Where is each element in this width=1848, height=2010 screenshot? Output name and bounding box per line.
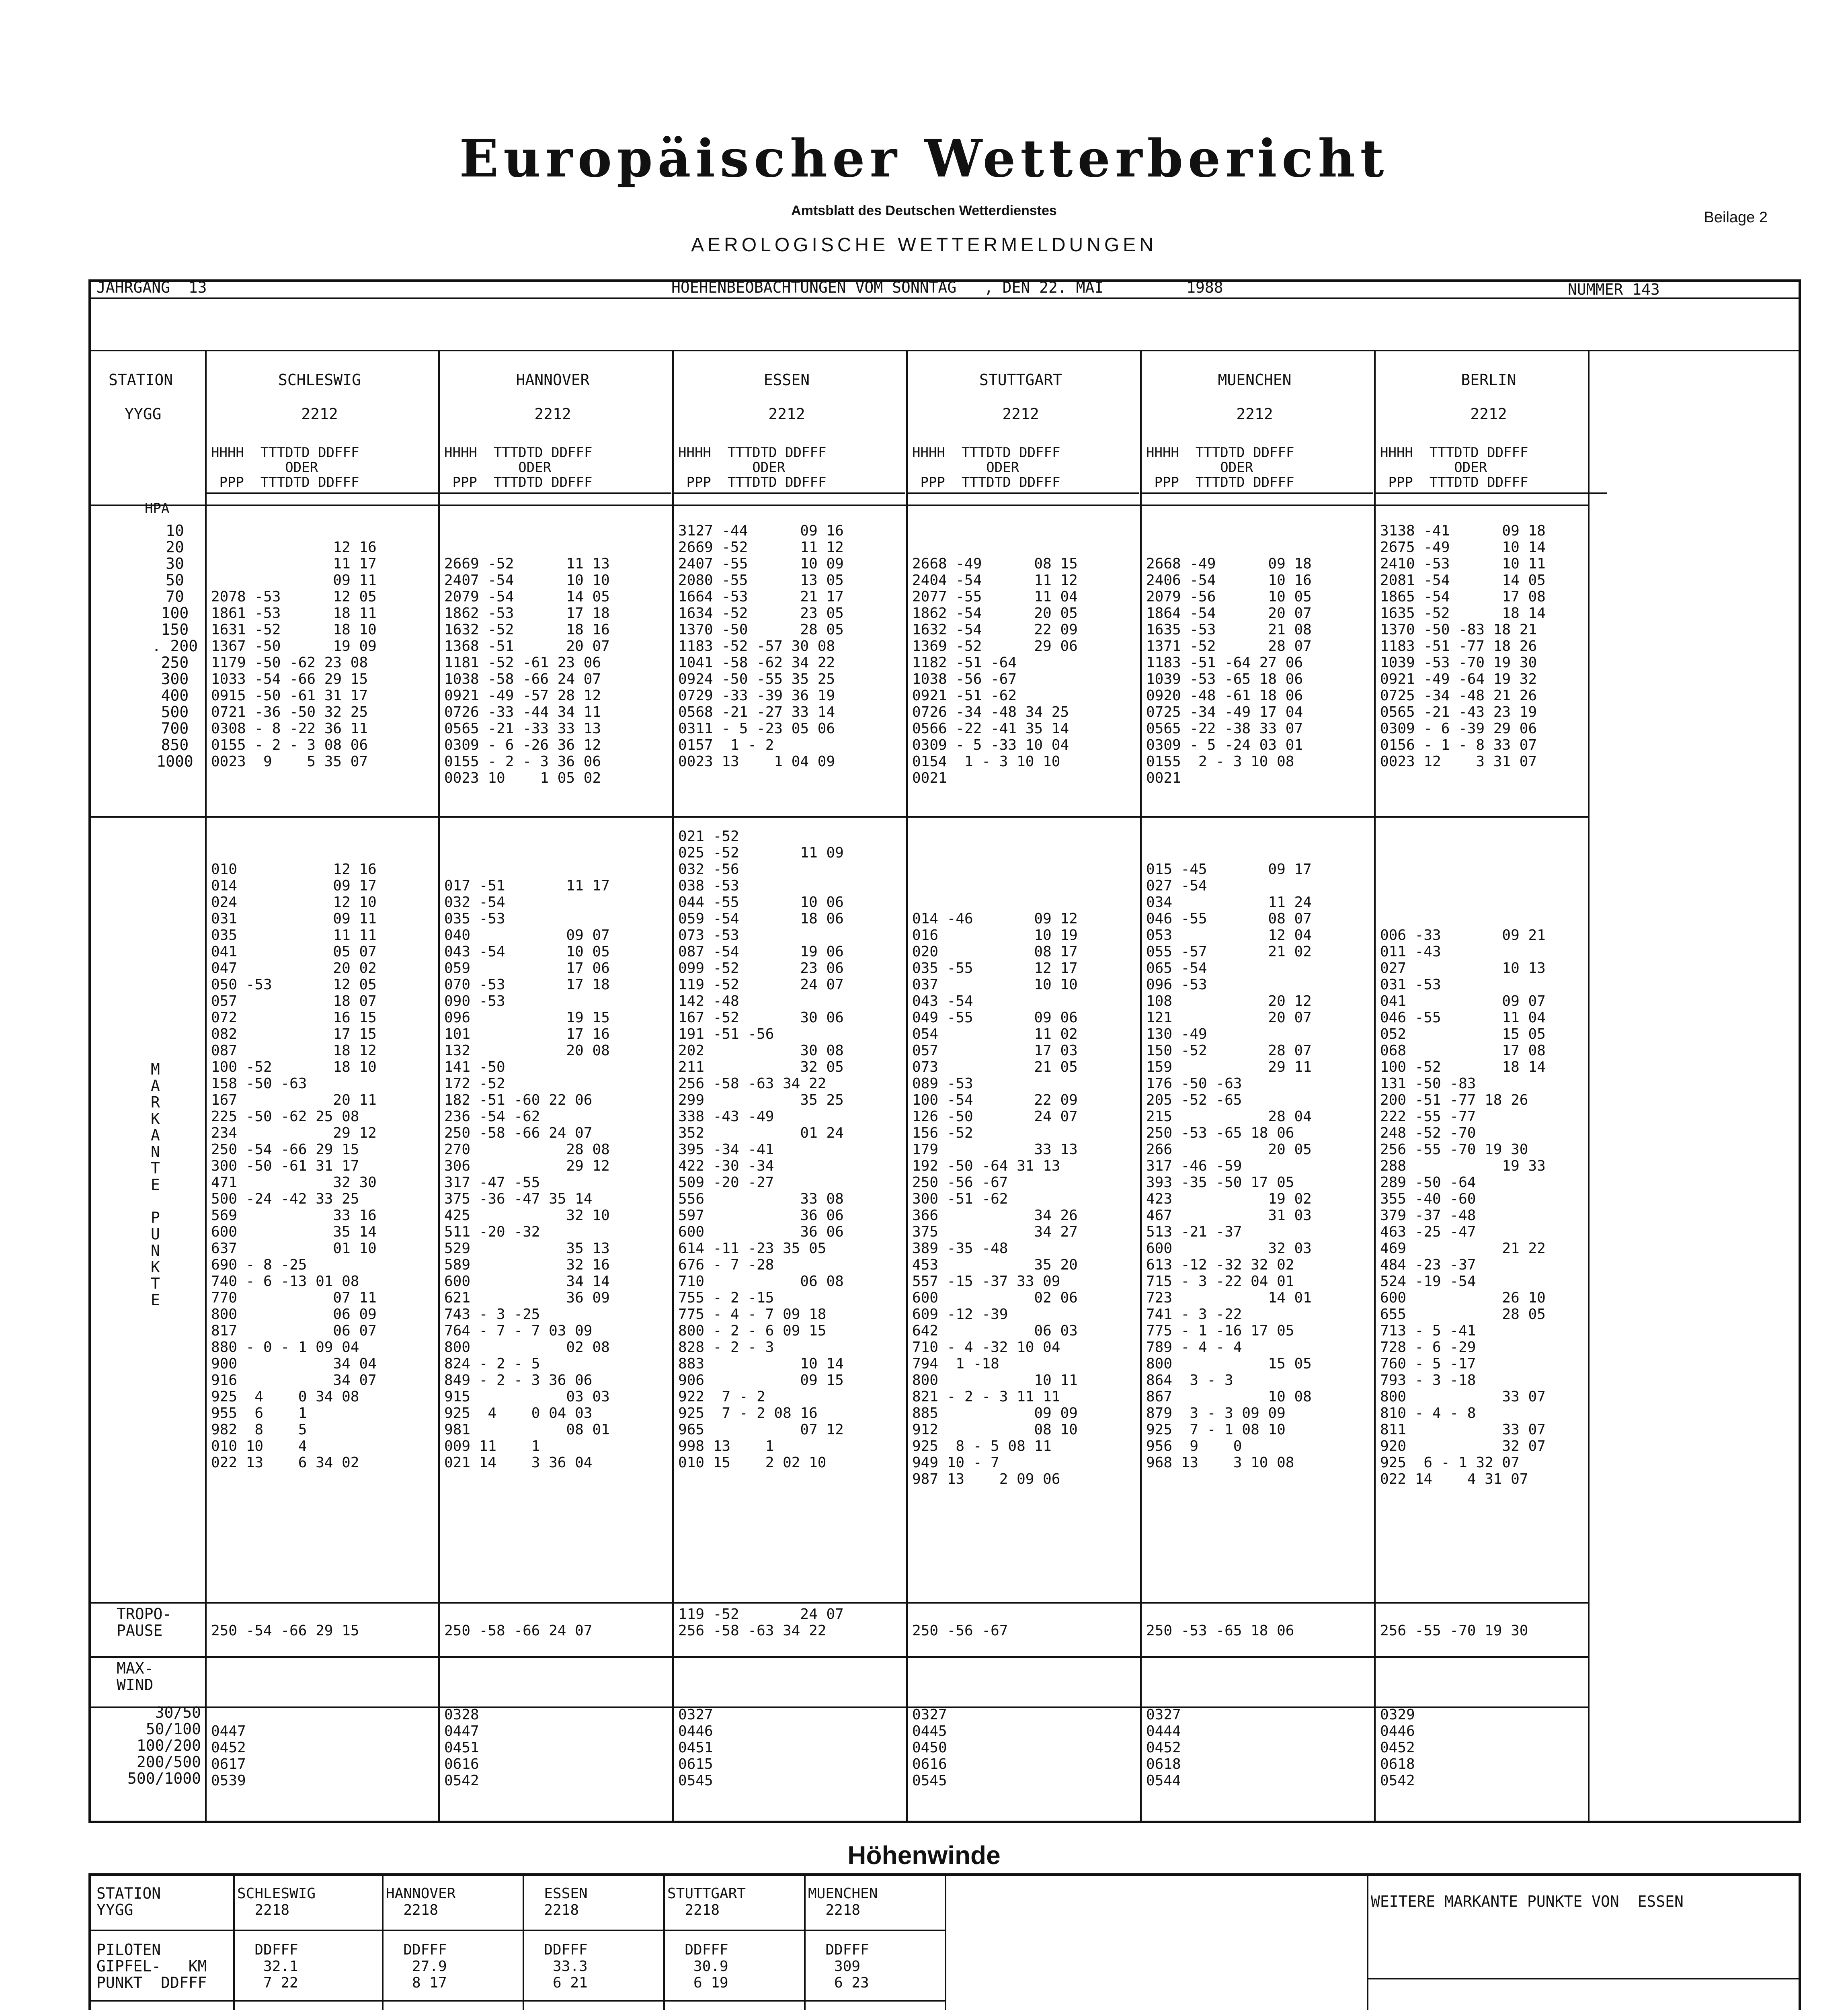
column-header: ODER <box>678 459 786 476</box>
column-header: PPP TTTDTD DDFFF <box>912 474 1060 490</box>
column-header: ODER <box>1380 459 1487 476</box>
hw-station-name: STUTTGART 2218 <box>667 1885 746 1918</box>
maxwind-label: MAX- WIND <box>117 1659 154 1694</box>
column-header: HHHH TTTDTD DDFFF <box>444 445 593 461</box>
tropopause-data: 250 -56 -67 <box>912 1622 1008 1639</box>
station-yygg: 2212 <box>534 405 571 423</box>
station-yygg: 2212 <box>301 405 338 423</box>
observation-date: HOEHENBEOBACHTUNGEN VOM SONNTAG , DEN 22. MAI 1988 <box>671 279 1223 296</box>
column-header: PPP TTTDTD DDFFF <box>211 474 359 490</box>
beilage-label: Beilage 2 <box>1704 209 1768 226</box>
tropopause-label: TROPO- PAUSE <box>117 1605 172 1639</box>
hw-gipfel: DDFFF 27.9 8 17 <box>403 1942 447 1991</box>
tropopause-data: 256 -55 -70 19 30 <box>1380 1622 1528 1639</box>
significant-point-data: 021 -52 025 -52 11 09 032 -56 038 -53 044 -55 10 06 059 -54 18 06 073 -53 087 -54 19 06 099 -52 23 06 119 -52 24 07 142 -48 167 -52 30 06 191 -51 -56 202 30 08 211 32 05 256 -58 -63 34 22 299 35 25 338 -43 -49 352 01 24 395 -34 -41 422 -30 -34 509 -20 -27 556 33 08 597 36 06 600 36 06 614 -11 -23 35 05 676 - 7 -28 710 06 08 755 - 2 -15 775 - 4 - 7 09 18 800 - 2 - 6 09 15 828 - 2 - 3 883 10 14 906 09 15 922 7 - 2 925 7 - 2 08 16 965 07 12 998 13 1 010 15 2 02 10 <box>678 828 844 1471</box>
page-title: Europäischer Wetterbericht <box>459 129 1389 189</box>
hw-weitere-label: WEITERE MARKANTE PUNKTE VON ESSEN <box>1371 1893 1684 1910</box>
column-header: ODER <box>211 459 318 476</box>
column-header: ODER <box>1146 459 1253 476</box>
column-header: HHHH TTTDTD DDFFF <box>678 445 827 461</box>
hw-gipfel: DDFFF 309 6 23 <box>825 1942 869 1991</box>
standard-level-data: 3138 -41 09 18 2675 -49 10 14 2410 -53 10 11 2081 -54 14 05 1865 -54 17 08 1635 -52 18 14 1370 -50 -83 18 21 1183 -51 -77 18 26 1039 -53 -70 19 30 0921 -49 -64 19 32 0725 -34 -48 21 26 0565 -21 -43 23 19 0309 - 6 -39 29 06 0156 - 1 - 8 33 07 0023 12 3 31 07 <box>1380 523 1546 770</box>
jahrgang: JAHRGANG 13 <box>96 279 207 296</box>
column-header: ODER <box>912 459 1019 476</box>
issue-number: NUMMER 143 <box>1568 281 1660 298</box>
hw-station-name: HANNOVER 2218 <box>386 1885 456 1918</box>
maxwind-data: 0447 0452 0617 0539 <box>211 1723 246 1789</box>
standard-level-data: 2669 -52 11 13 2407 -54 10 10 2079 -54 14 05 1862 -53 17 18 1632 -52 18 16 1368 -51 20 07 1181 -52 -61 23 06 1038 -58 -66 24 07 0921 -49 -57 28 12 0726 -33 -44 34 11 0565 -21 -33 33 13 0309 - 6 -26 36 12 0155 - 2 - 3 36 06 0023 10 1 05 02 <box>444 556 610 786</box>
column-header: HHHH TTTDTD DDFFF <box>1380 445 1528 461</box>
column-header: HHHH TTTDTD DDFFF <box>1146 445 1294 461</box>
hw-gipfel: DDFFF 30.9 6 19 <box>685 1942 728 1991</box>
significant-point-data: 015 -45 09 17 027 -54 034 11 24 046 -55 08 07 053 12 04 055 -57 21 02 065 -54 096 -53 108 20 12 121 20 07 130 -49 150 -52 28 07 159 29 11 176 -50 -63 205 -52 -65 215 28 04 250 -53 -65 18 06 266 20 05 317 -46 -59 393 -35 -50 17 05 423 19 02 467 31 03 513 -21 -37 600 32 03 613 -12 -32 32 02 715 - 3 -22 04 01 723 14 01 741 - 3 -22 775 - 1 -16 17 05 789 - 4 - 4 800 15 05 864 3 - 3 867 10 08 879 3 - 3 09 09 925 7 - 1 08 10 956 9 0 968 13 3 10 08 <box>1146 861 1312 1471</box>
maxwind-data: 0327 0445 0450 0616 0545 <box>912 1706 947 1789</box>
column-header: HHHH TTTDTD DDFFF <box>912 445 1060 461</box>
hw-gipfel: DDFFF 32.1 7 22 <box>254 1942 298 1991</box>
station-name: SCHLESWIG <box>278 371 361 389</box>
maxwind-data: 0328 0447 0451 0616 0542 <box>444 1706 479 1789</box>
column-header: HHHH TTTDTD DDFFF <box>211 445 359 461</box>
hw-gipfel: DDFFF 33.3 6 21 <box>544 1942 588 1991</box>
column-header: PPP TTTDTD DDFFF <box>678 474 827 490</box>
maxwind-data: 0327 0446 0451 0615 0545 <box>678 1706 713 1789</box>
page-subtitle: Amtsblatt des Deutschen Wetterdienstes <box>791 203 1057 218</box>
standard-level-data: 3127 -44 09 16 2669 -52 11 12 2407 -55 10 09 2080 -55 13 05 1664 -53 21 17 1634 -52 23 05 1370 -50 28 05 1183 -52 -57 30 08 1041 -58 -62 34 22 0924 -50 -55 35 25 0729 -33 -39 36 19 0568 -21 -27 33 14 0311 - 5 -23 05 06 0157 1 - 2 0023 13 1 04 09 <box>678 523 844 770</box>
station-name: ESSEN <box>763 371 810 389</box>
hw-station-name: SCHLESWIG 2218 <box>237 1885 316 1918</box>
station-yygg: 2212 <box>1002 405 1039 423</box>
hpa-label: HPA <box>145 500 170 517</box>
maxwind-data: 0327 0444 0452 0618 0544 <box>1146 1706 1181 1789</box>
column-header: PPP TTTDTD DDFFF <box>444 474 593 490</box>
station-name: BERLIN <box>1461 371 1516 389</box>
maxwind-levels: 30/50 50/100 100/200 200/500 500/1000 <box>127 1704 201 1787</box>
station-name: MUENCHEN <box>1218 371 1292 389</box>
column-header: ODER <box>444 459 552 476</box>
station-yygg: 2212 <box>1236 405 1273 423</box>
column-header: PPP TTTDTD DDFFF <box>1146 474 1294 490</box>
tropopause-data: 119 -52 24 07 256 -58 -63 34 22 <box>678 1606 844 1639</box>
standard-level-data: 2668 -49 08 15 2404 -54 11 12 2077 -55 11 04 1862 -54 20 05 1632 -54 22 09 1369 -52 29 06 1182 -51 -64 1038 -56 -67 0921 -51 -62 0726 -34 -48 34 25 0566 -22 -41 35 14 0309 - 5 -33 10 04 0154 1 - 3 10 10 0021 <box>912 556 1078 786</box>
station-name: STUTTGART <box>979 371 1062 389</box>
standard-level-data: 12 16 11 17 09 11 2078 -53 12 05 1861 -53 18 11 1631 -52 18 10 1367 -50 19 09 1179 -50 -62 23 08 1033 -54 -66 29 15 0915 -50 -61 31 17 0721 -36 -50 32 25 0308 - 8 -22 36 11 0155 - 2 - 3 08 06 0023 9 5 35 07 <box>211 539 377 770</box>
station-yygg: 2212 <box>1470 405 1507 423</box>
significant-point-data: 017 -51 11 17 032 -54 035 -53 040 09 07 043 -54 10 05 059 17 06 070 -53 17 18 090 -53 096 19 15 101 17 16 132 20 08 141 -50 172 -52 182 -51 -60 22 06 236 -54 -62 250 -58 -66 24 07 270 28 08 306 29 12 317 -47 -55 375 -36 -47 35 14 425 32 10 511 -20 -32 529 35 13 589 32 16 600 34 14 621 36 09 743 - 3 -25 764 - 7 - 7 03 09 800 02 08 824 - 2 - 5 849 - 2 - 3 36 06 915 03 03 925 4 0 04 03 981 08 01 009 11 1 021 14 3 36 04 <box>444 878 610 1471</box>
standard-level-data: 2668 -49 09 18 2406 -54 10 16 2079 -56 10 05 1864 -54 20 07 1635 -53 21 08 1371 -52 28 07 1183 -51 -64 27 06 1039 -53 -65 18 06 0920 -48 -61 18 06 0725 -34 -49 17 04 0565 -22 -38 33 07 0309 - 5 -24 03 01 0155 2 - 3 10 08 0021 <box>1146 556 1312 786</box>
tropopause-data: 250 -58 -66 24 07 <box>444 1622 593 1639</box>
hoehenwinde-title: Höhenwinde <box>847 1841 1001 1870</box>
maxwind-data: 0329 0446 0452 0618 0542 <box>1380 1706 1415 1789</box>
significant-point-data: 006 -33 09 21 011 -43 027 10 13 031 -53 041 09 07 046 -55 11 04 052 15 05 068 17 08 100 -52 18 14 131 -50 -83 200 -51 -77 18 26 222 -55 -77 248 -52 -70 256 -55 -70 19 30 288 19 33 289 -50 -64 355 -40 -60 379 -37 -48 463 -25 -47 469 21 22 484 -23 -37 524 -19 -54 600 26 10 655 28 05 713 - 5 -41 728 - 6 -29 760 - 5 -17 793 - 3 -18 800 33 07 810 - 4 - 8 811 33 07 920 32 07 925 6 - 1 32 07 022 14 4 31 07 <box>1380 927 1546 1487</box>
markante-punkte-label: M A R K A N T E P U N K T E <box>151 1060 160 1309</box>
tropopause-data: 250 -54 -66 29 15 <box>211 1622 359 1639</box>
hw-piloten-label: PILOTEN GIPFEL- KM PUNKT DDFFF <box>96 1941 207 1992</box>
tropopause-data: 250 -53 -65 18 06 <box>1146 1622 1294 1639</box>
station-yygg: 2212 <box>768 405 805 423</box>
column-header: PPP TTTDTD DDFFF <box>1380 474 1528 490</box>
hpa-levels: 10 20 30 50 70 100 150 . 200 250 300 400 500 700 850 1000 <box>152 522 198 770</box>
hw-station-name: ESSEN 2218 <box>544 1885 588 1918</box>
section-title: AEROLOGISCHE WETTERMELDUNGEN <box>691 234 1157 256</box>
hw-station-label: STATION YYGG <box>96 1885 161 1919</box>
station-name: HANNOVER <box>516 371 590 389</box>
significant-point-data: 010 12 16 014 09 17 024 12 10 031 09 11 035 11 11 041 05 07 047 20 02 050 -53 12 05 057 18 07 072 16 15 082 17 15 087 18 12 100 -52 18 10 158 -50 -63 167 20 11 225 -50 -62 25 08 234 29 12 250 -54 -66 29 15 300 -50 -61 31 17 471 32 30 500 -24 -42 33 25 569 33 16 600 35 14 637 01 10 690 - 8 -25 740 - 6 -13 01 08 770 07 11 800 06 09 817 06 07 880 - 0 - 1 09 04 900 34 04 916 34 07 925 4 0 34 08 955 6 1 982 8 5 010 10 4 022 13 6 34 02 <box>211 861 377 1471</box>
hw-station-name: MUENCHEN 2218 <box>808 1885 878 1918</box>
yygg-label: YYGG <box>125 405 162 423</box>
station-label: STATION <box>109 371 173 389</box>
significant-point-data: 014 -46 09 12 016 10 19 020 08 17 035 -55 12 17 037 10 10 043 -54 049 -55 09 06 054 11 02 057 17 03 073 21 05 089 -53 100 -54 22 09 126 -50 24 07 156 -52 179 33 13 192 -50 -64 31 13 250 -56 -67 300 -51 -62 366 34 26 375 34 27 389 -35 -48 453 35 20 557 -15 -37 33 09 600 02 06 609 -12 -39 642 06 03 710 - 4 -32 10 04 794 1 -18 800 10 11 821 - 2 - 3 11 11 885 09 09 912 08 10 925 8 - 5 08 11 949 10 - 7 987 13 2 09 06 <box>912 911 1078 1487</box>
